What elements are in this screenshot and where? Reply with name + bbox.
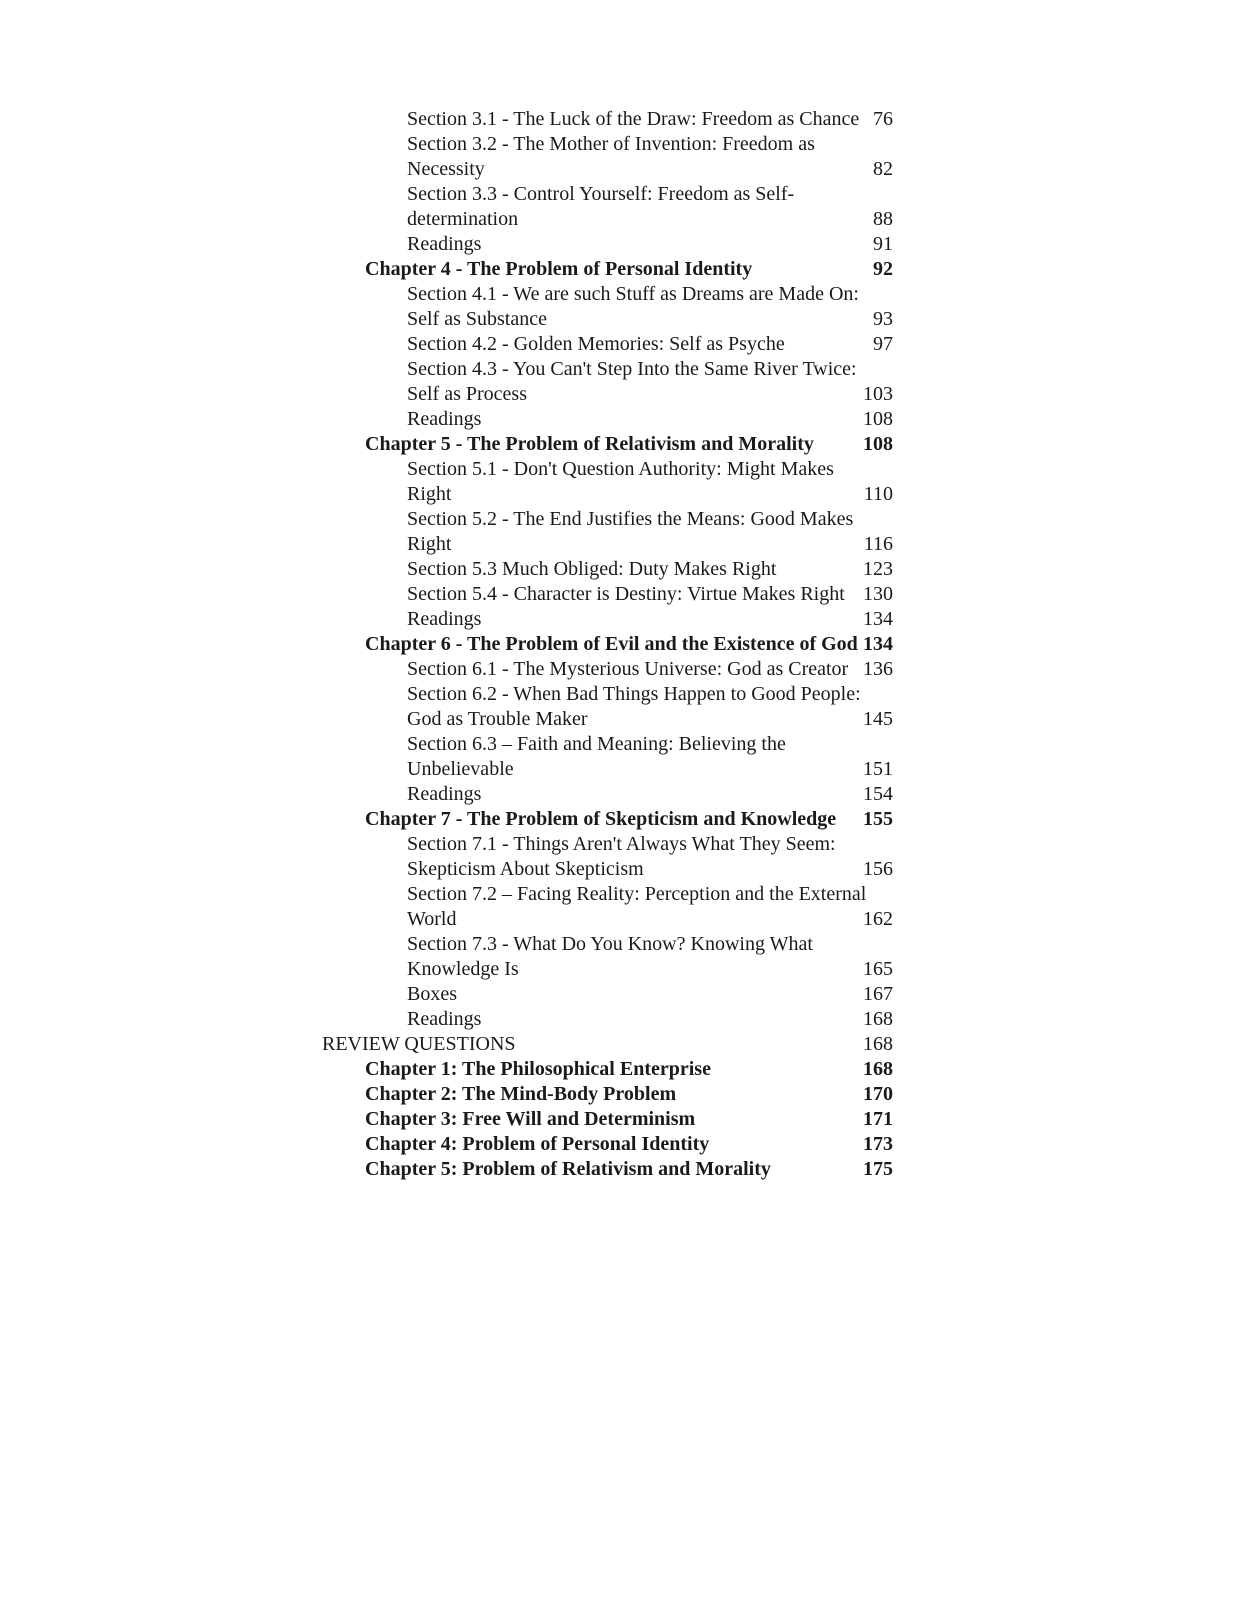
toc-page-number: 92 <box>873 258 893 280</box>
toc-entry-title-line: Section 5.4 - Character is Destiny: Virtue Makes Right <box>407 583 845 605</box>
toc-chapter-entry <box>0 807 1236 832</box>
toc-entry-title-line: Chapter 5 - The Problem of Relativism and Morality <box>365 433 814 455</box>
toc-page-number: 93 <box>873 308 893 330</box>
toc-entry-title-line: Section 4.1 - We are such Stuff as Dreams are Made On: <box>407 283 859 305</box>
toc-page-number: 110 <box>863 483 893 505</box>
toc-section-entry <box>0 732 1236 782</box>
toc-section-entry <box>0 882 1236 932</box>
toc-entry-title-line: Right <box>407 483 452 505</box>
toc-entry-title-line: Chapter 5: Problem of Relativism and Morality <box>365 1158 771 1180</box>
toc-entry-title-line: Chapter 7 - The Problem of Skepticism and Knowledge <box>365 808 837 830</box>
toc-page-number: 155 <box>863 808 893 830</box>
toc-chapter-entry <box>0 432 1236 457</box>
toc-page-number: 170 <box>863 1083 893 1105</box>
toc-entry-title-line: Readings <box>407 233 482 255</box>
toc-entry-title-line: Unbelievable <box>407 758 514 780</box>
toc-page-number: 123 <box>863 558 893 580</box>
toc-entry-title-line: Section 7.3 - What Do You Know? Knowing What <box>407 933 813 955</box>
toc-page-number: 162 <box>863 908 893 930</box>
toc-section-entry <box>0 682 1236 732</box>
toc-entry-title-line: Section 3.2 - The Mother of Invention: Freedom as <box>407 133 815 155</box>
toc-page-number: 76 <box>873 108 893 130</box>
toc-entry-title-line: Right <box>407 533 452 555</box>
toc-entry-title-line: Chapter 4: Problem of Personal Identity <box>365 1133 710 1155</box>
toc-section-entry <box>0 582 1236 607</box>
toc-entry-title-line: determination <box>407 208 519 230</box>
toc-entry-title-line: Section 5.1 - Don't Question Authority: Might Makes <box>407 458 834 480</box>
toc-page-number: 151 <box>863 758 893 780</box>
toc-page-number: 134 <box>863 608 893 630</box>
toc-entry-title-line: Boxes <box>407 983 457 1005</box>
toc-page-number: 88 <box>873 208 893 230</box>
toc-section-entry <box>0 457 1236 507</box>
toc-section-entry <box>0 832 1236 882</box>
toc-section-entry <box>0 657 1236 682</box>
toc-section-entry <box>0 132 1236 182</box>
toc-entry-title-line: Chapter 1: The Philosophical Enterprise <box>365 1058 711 1080</box>
toc-section-entry <box>0 607 1236 632</box>
toc-entry-title-line: Section 6.2 - When Bad Things Happen to Good People: <box>407 683 861 705</box>
toc-entry-title-line: REVIEW QUESTIONS <box>322 1033 516 1055</box>
toc-page-number: 108 <box>863 433 893 455</box>
toc-entry-title-line: Section 7.2 – Facing Reality: Perception and the External <box>407 883 867 905</box>
toc-entry-title-line: Self as Substance <box>407 308 547 330</box>
toc-entry-title-line: Chapter 2: The Mind-Body Problem <box>365 1083 677 1105</box>
toc-chapter-entry <box>0 257 1236 282</box>
toc-chapter-entry <box>0 632 1236 657</box>
toc-entry-title-line: Readings <box>407 608 482 630</box>
toc-entry-title-line: Self as Process <box>407 383 527 405</box>
toc-section-entry <box>0 407 1236 432</box>
toc-page-number: 168 <box>863 1033 893 1055</box>
toc-page-number: 173 <box>863 1133 893 1155</box>
toc-page-number: 103 <box>863 383 893 405</box>
toc-entry-title-line: Section 4.2 - Golden Memories: Self as Psyche <box>407 333 785 355</box>
toc-section-entry <box>0 232 1236 257</box>
toc-page-number: 108 <box>863 408 893 430</box>
toc-page-number: 136 <box>863 658 893 680</box>
toc-chapter-entry <box>0 1132 1236 1157</box>
toc-entry-title-line: Readings <box>407 783 482 805</box>
toc-page-number: 116 <box>863 533 893 555</box>
toc-entry-title-line: Chapter 4 - The Problem of Personal Identity <box>365 258 753 280</box>
toc-entry-title-line: Section 5.3 Much Obliged: Duty Makes Right <box>407 558 777 580</box>
toc-page-number: 175 <box>863 1158 893 1180</box>
toc-page-number: 165 <box>863 958 893 980</box>
toc-chapter-entry <box>0 1057 1236 1082</box>
toc-entry-title-line: Chapter 6 - The Problem of Evil and the Existence of God <box>365 633 858 655</box>
toc-page-number: 171 <box>863 1108 893 1130</box>
toc-entry-title-line: Section 6.3 – Faith and Meaning: Believing the <box>407 733 786 755</box>
toc-section-entry <box>0 357 1236 407</box>
toc-page-number: 168 <box>863 1008 893 1030</box>
toc-entry-title-line: Section 3.1 - The Luck of the Draw: Freedom as Chance <box>407 108 860 130</box>
toc-entry-title-line: Chapter 3: Free Will and Determinism <box>365 1108 696 1130</box>
toc-entry-title-line: Section 5.2 - The End Justifies the Means: Good Makes <box>407 508 854 530</box>
toc-section-entry <box>0 507 1236 557</box>
toc-entry-title-line: Skepticism About Skepticism <box>407 858 644 880</box>
toc-page-number: 130 <box>863 583 893 605</box>
toc-section-entry <box>0 982 1236 1007</box>
toc-page-number: 97 <box>873 333 893 355</box>
toc-section-entry <box>0 107 1236 132</box>
toc-section-entry <box>0 557 1236 582</box>
toc-page-number: 134 <box>863 633 893 655</box>
toc-entry-title-line: God as Trouble Maker <box>407 708 588 730</box>
toc-entry-title-line: Readings <box>407 1008 482 1030</box>
toc-section-entry <box>0 1007 1236 1032</box>
toc-page-number: 156 <box>863 858 893 880</box>
toc-entry-title-line: Knowledge Is <box>407 958 519 980</box>
toc-chapter-entry <box>0 1157 1236 1182</box>
toc-chapter-entry <box>0 1107 1236 1132</box>
toc-entry-title-line: World <box>407 908 457 930</box>
toc-section-entry <box>0 332 1236 357</box>
toc-page-number: 91 <box>873 233 893 255</box>
toc-page-number: 145 <box>863 708 893 730</box>
toc-entry-title-line: Section 3.3 - Control Yourself: Freedom as Self- <box>407 183 795 205</box>
toc-entry-title-line: Section 4.3 - You Can't Step Into the Same River Twice: <box>407 358 857 380</box>
toc-page-number: 168 <box>863 1058 893 1080</box>
toc-chapter-entry <box>0 1082 1236 1107</box>
toc-part-entry <box>0 1032 1236 1057</box>
toc-page-number: 167 <box>863 983 893 1005</box>
toc-section-entry <box>0 282 1236 332</box>
toc-section-entry <box>0 932 1236 982</box>
toc-section-entry <box>0 182 1236 232</box>
toc-entry-title-line: Section 7.1 - Things Aren't Always What They Seem: <box>407 833 836 855</box>
table-of-contents <box>0 107 1236 1182</box>
toc-entry-title-line: Necessity <box>407 158 485 180</box>
toc-entry-title-line: Readings <box>407 408 482 430</box>
toc-page-number: 82 <box>873 158 893 180</box>
toc-entry-title-line: Section 6.1 - The Mysterious Universe: God as Creator <box>407 658 849 680</box>
toc-section-entry <box>0 782 1236 807</box>
toc-page-number: 154 <box>863 783 893 805</box>
